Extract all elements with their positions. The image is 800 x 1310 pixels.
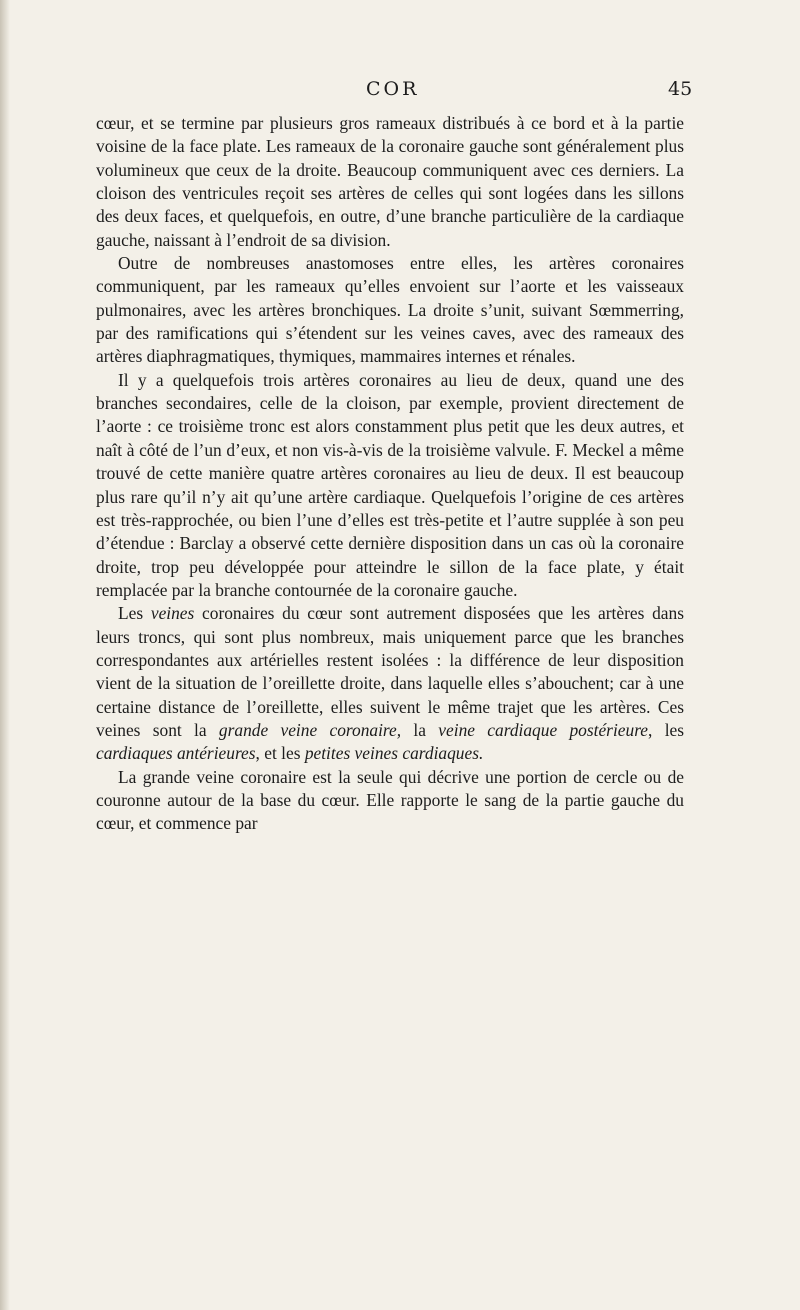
text-segment: Il y a quelquefois trois artères coronaires au lieu de deux, quand une des branches secondaires, celle de la cloison, par exemple, provient directement de l’aorte : ce troisième tronc est alors constamment plus petit que les deux autres, et naît à côté de l’un d’eux, et non vis-à-vis de la troisième valvule. F. Meckel a même trouvé de cette manière quatre artères coronaires au lieu de deux. Il est beaucoup plus rare qu’il n’y ait qu’une artère cardiaque. Quelquefois l’origine de ces artères est très-rapprochée, ou bien l’une d’elles est très-petite et l’autre supplée à son peu d’étendue : Barclay a observé cette dernière disposition dans un cas où la coronaire droite, trop peu développée pour atteindre le sillon de la face plate, y était remplacée par la branche contournée de la coronaire gauche.	[96, 369, 684, 600]
paragraph	[96, 602, 684, 765]
italic-term: grande veine coronaire,	[218, 719, 402, 740]
paragraph	[96, 369, 684, 602]
text-segment: La grande veine coronaire est la seule qui décrive une portion de cercle ou de couronne autour de la base du cœur. Elle rapporte le sang de la partie gauche du cœur, et commence par	[96, 766, 684, 834]
text-segment: Outre de nombreuses anastomoses entre elles, les artères coronaires communiquent, par les rameaux qu’elles envoient sur l’aorte et les vaisseaux pulmonaires, avec les artères bronchiques. La droite s’unit, suivant Sœmmerring, par des ramifications qui s’étendent sur les veines caves, avec des rameaux des artères diaphragmatiques, thymiques, mammaires internes et rénales.	[96, 253, 684, 367]
text-segment: Les	[118, 603, 151, 624]
paragraph	[96, 252, 684, 369]
paragraph	[96, 766, 684, 836]
text-segment: cœur, et se termine par plusieurs gros rameaux distribués à ce bord et à la partie voisine de la face plate. Les rameaux de la coronaire gauche sont généralement plus volumineux que ceux de la droite. Beaucoup communiquent avec ces derniers. La cloison des ventricules reçoit ses artères de celles qui sont logées dans les sillons des deux faces, et quelquefois, en outre, d’une branche particulière de la cardiaque gauche, naissant à l’endroit de sa division.	[96, 113, 684, 250]
page-number: 45	[668, 78, 693, 100]
text-segment: la	[401, 719, 439, 740]
body-text	[96, 112, 684, 836]
page-edge-shadow	[0, 0, 10, 1310]
italic-term: veines	[150, 603, 195, 624]
running-head: COR	[366, 78, 420, 100]
paragraph	[96, 112, 684, 252]
italic-term: veine cardiaque postérieure	[438, 719, 649, 740]
text-segment: , et les	[255, 743, 305, 764]
page-header	[0, 78, 800, 104]
italic-term: cardiaques antérieures	[96, 743, 256, 764]
text-segment: , les	[648, 719, 685, 740]
italic-term: petites veines cardiaques.	[304, 743, 484, 764]
text-segment: coronaires du cœur sont autrement disposées que les artères dans leurs troncs, qui sont plus nombreux, mais uniquement parce que les branches correspondantes aux artérielles restent isolées : la différence de leur disposition vient de la situation de l’oreillette droite, dans laquelle elles s’abouchent; car à une certaine distance de l’oreillette, elles suivent le même trajet que les artères. Ces veines sont la	[96, 603, 684, 740]
